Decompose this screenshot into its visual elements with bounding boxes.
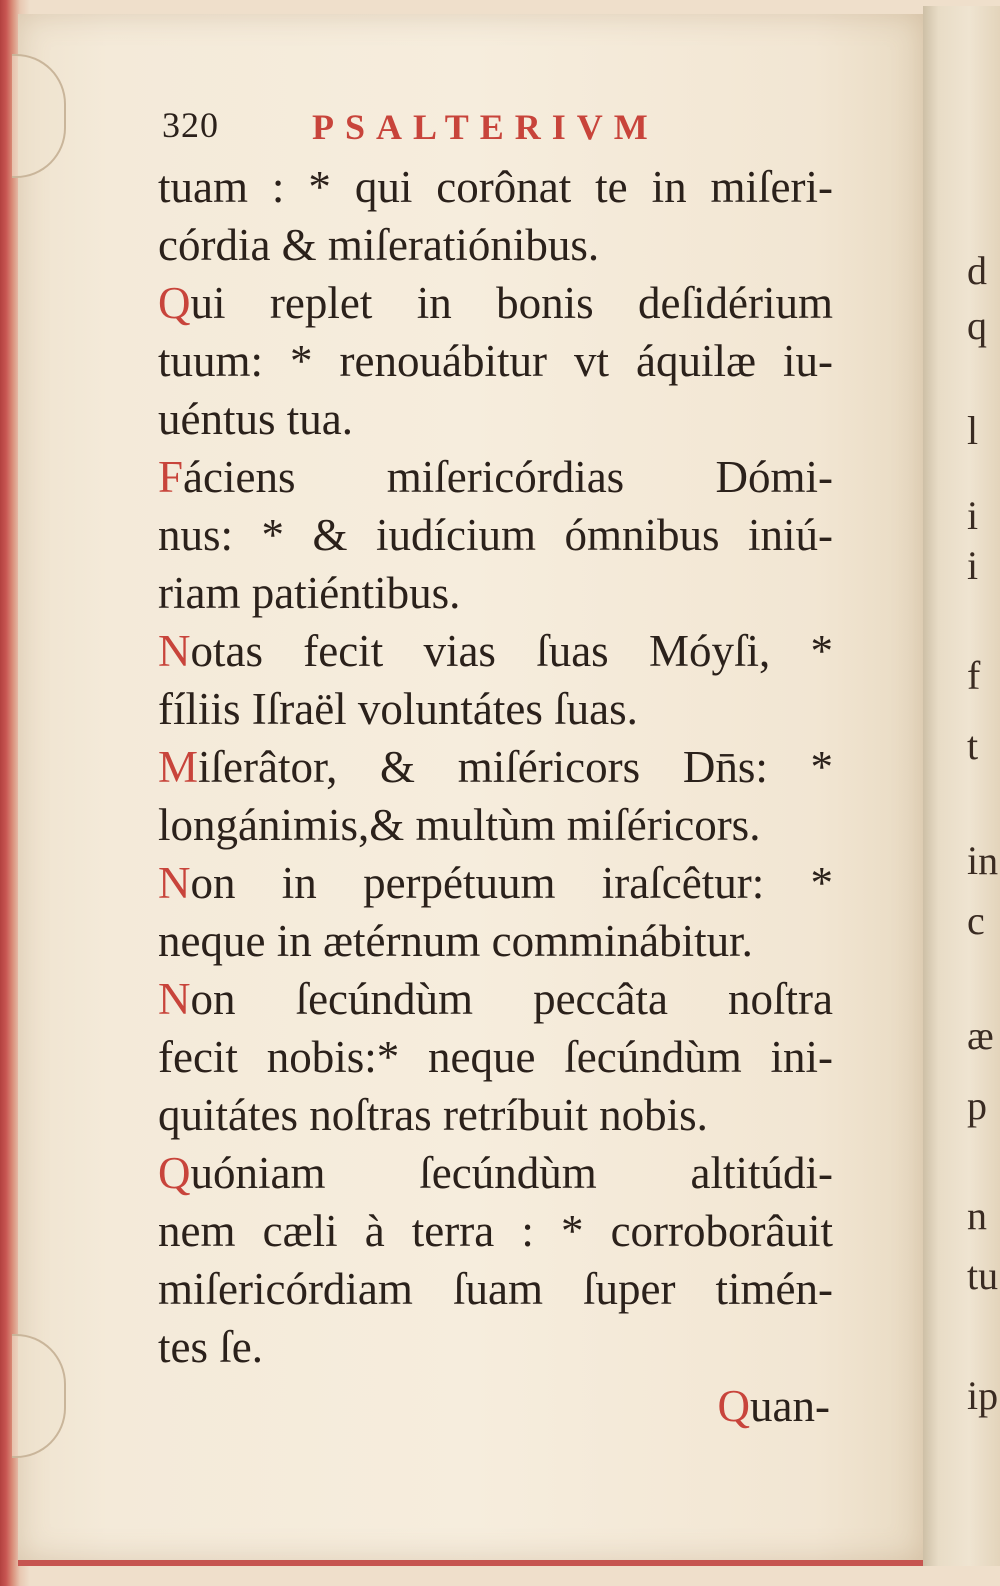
text-line	[158, 854, 833, 912]
facing-page-letter: i	[967, 493, 979, 538]
text-line	[158, 970, 833, 1028]
text-line	[158, 332, 833, 390]
verse	[158, 738, 833, 854]
rubric-initial: N	[158, 626, 191, 676]
line-text: neque in ætérnum comminábitur.	[158, 916, 753, 966]
text-line	[158, 738, 833, 796]
text-line	[158, 1260, 833, 1318]
verse	[158, 970, 833, 1144]
facing-page-letter: ip	[967, 1373, 999, 1418]
line-text: uéntus tua.	[158, 394, 353, 444]
page-header	[162, 104, 862, 156]
line-text: córdia & miſeratiónibus.	[158, 220, 600, 270]
text-line	[158, 680, 833, 738]
catchword-initial: Q	[717, 1381, 751, 1431]
line-text: on ſecúndùm peccâta noſtra	[190, 974, 833, 1024]
line-text: uóniam ſecúndùm altitúdi-	[190, 1148, 833, 1198]
page-tab-bottom	[12, 1334, 66, 1458]
line-text: on in perpétuum iraſcêtur: *	[190, 858, 833, 908]
line-text: tes ſe.	[158, 1322, 263, 1372]
facing-page-letter: t	[967, 723, 979, 768]
facing-page-letter: c	[967, 898, 985, 943]
text-line	[158, 1144, 833, 1202]
text-line	[158, 1028, 833, 1086]
line-text: tuam : * qui corônat te in miſeri-	[158, 162, 833, 212]
line-text: fecit nobis:* neque ſecúndùm ini-	[158, 1032, 833, 1082]
folio-number: 320	[162, 105, 219, 145]
text-line	[158, 1086, 833, 1144]
facing-page-letter: tu	[967, 1253, 999, 1298]
line-text: otas fecit vias ſuas Móyſi, *	[190, 626, 833, 676]
facing-page-letter: i	[967, 543, 979, 588]
psalm-text	[158, 158, 833, 1376]
verse	[158, 622, 833, 738]
facing-page-letter: d	[967, 248, 987, 293]
text-line	[158, 158, 833, 216]
facing-page-letter: n	[967, 1193, 987, 1238]
verse	[158, 158, 833, 274]
line-text: nus: * & iudícium ómnibus iniú-	[158, 510, 833, 560]
rubric-initial: F	[158, 452, 184, 502]
verse	[158, 854, 833, 970]
line-text: ui replet in bonis deſidérium	[190, 278, 833, 328]
rubric-initial: M	[158, 742, 199, 792]
text-line	[158, 796, 833, 854]
text-line	[158, 274, 833, 332]
facing-page-letter: q	[967, 303, 987, 348]
facing-page-letter: æ	[967, 1013, 994, 1058]
line-text: iſerâtor, & miſéricors Dn̄s: *	[198, 742, 833, 792]
page-tab-top	[12, 54, 66, 178]
verse	[158, 448, 833, 622]
line-text: quitátes noſtras retríbuit nobis.	[158, 1090, 708, 1140]
facing-page-letter: f	[967, 653, 981, 698]
rubric-initial: Q	[158, 1148, 191, 1198]
verse	[158, 1144, 833, 1376]
rubric-initial: N	[158, 974, 191, 1024]
running-title: PSALTERIVM	[312, 107, 659, 147]
text-line	[158, 1318, 833, 1376]
line-text: nem cæli à terra : * corroborâuit	[158, 1206, 833, 1256]
text-line	[158, 622, 833, 680]
facing-page-letter: p	[967, 1083, 987, 1128]
text-line	[158, 216, 833, 274]
line-text: miſericórdiam ſuam ſuper timén-	[158, 1264, 833, 1314]
verse	[158, 274, 833, 448]
rubric-initial: Q	[158, 278, 191, 328]
catchword	[718, 1380, 830, 1432]
line-text: áciens miſericórdias Dómi-	[183, 452, 833, 502]
text-line	[158, 564, 833, 622]
text-line	[158, 1202, 833, 1260]
line-text: riam patiéntibus.	[158, 568, 461, 618]
text-line	[158, 448, 833, 506]
text-line	[158, 390, 833, 448]
text-line	[158, 912, 833, 970]
catchword-text: uan-	[750, 1381, 830, 1431]
facing-page-letter: in	[967, 838, 999, 883]
line-text: longánimis,& multùm miſéricors.	[158, 800, 761, 850]
text-line	[158, 506, 833, 564]
facing-page-letter: l	[967, 408, 979, 453]
rubric-initial: N	[158, 858, 191, 908]
line-text: fíliis Iſraël voluntátes ſuas.	[158, 684, 638, 734]
line-text: tuum: * renouábitur vt áquilæ iu-	[158, 336, 833, 386]
next-page-edge	[923, 6, 1000, 1566]
